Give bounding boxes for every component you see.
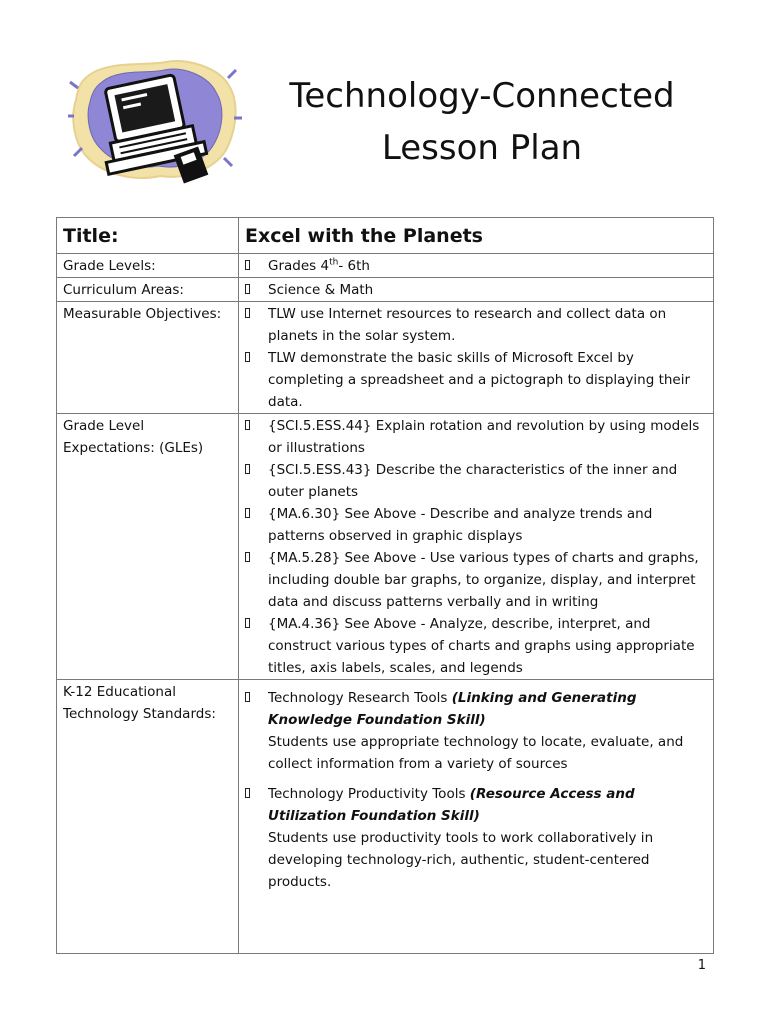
gle-text: {SCI.5.ESS.43} Describe the characteristics of the inner and outer planets (268, 462, 678, 500)
table-row-objectives (57, 302, 714, 414)
grade-sup: th (329, 257, 339, 268)
bullet-icon (245, 308, 250, 318)
objective-text: TLW use Internet resources to research and collect data on planets in the solar system. (268, 306, 667, 344)
list-item (245, 687, 707, 775)
bullet-icon (245, 788, 250, 798)
bullet-icon (245, 260, 250, 270)
bullet-icon (245, 618, 250, 628)
title-value: Excel with the Planets (239, 218, 714, 254)
standard-description: Students use productivity tools to work collaboratively in developing technology-rich, authentic, student-centered products. (268, 830, 654, 890)
standard-skill: (Linking and Generating Knowledge Foundation Skill) (268, 690, 637, 728)
curriculum-value: Science & Math (268, 282, 374, 298)
list-item (245, 303, 707, 347)
table-row-gles (57, 414, 714, 680)
objectives-cell (239, 302, 714, 414)
curriculum-cell (239, 278, 714, 302)
title-label: Title: (57, 218, 239, 254)
objective-text: TLW demonstrate the basic skills of Microsoft Excel by completing a spreadsheet and a pictograph to displaying their data. (268, 350, 691, 410)
bullet-icon (245, 352, 250, 362)
standards-cell (239, 680, 714, 954)
computer-clipart (68, 58, 242, 186)
bullet-icon (245, 508, 250, 518)
list-item (245, 279, 707, 301)
standard-description: Students use appropriate technology to locate, evaluate, and collect information from a variety of sources (268, 734, 684, 772)
table-row-grade-levels (57, 254, 714, 278)
list-item (245, 783, 707, 893)
grade-prefix: Grades 4 (268, 258, 330, 274)
list-item (245, 415, 707, 459)
page-number: 1 (697, 958, 706, 973)
list-item (245, 547, 707, 613)
bullet-icon (245, 284, 250, 294)
lesson-plan-table (56, 217, 714, 954)
bullet-icon (245, 692, 250, 702)
grade-levels-label: Grade Levels: (57, 254, 239, 278)
title-line-2: Lesson Plan (381, 128, 583, 168)
table-row-title (57, 218, 714, 254)
list-item (245, 459, 707, 503)
gle-text: {MA.6.30} See Above - Describe and analyze trends and patterns observed in graphic displays (268, 506, 653, 544)
objectives-label: Measurable Objectives: (57, 302, 239, 414)
list-item (245, 347, 707, 413)
gle-text: {SCI.5.ESS.44} Explain rotation and revolution by using models or illustrations (268, 418, 700, 456)
list-item (245, 255, 707, 277)
standard-name: Technology Research Tools (268, 690, 452, 706)
title-line-1: Technology-Connected (289, 76, 675, 116)
standards-label: K-12 Educational Technology Standards: (57, 680, 239, 954)
document-title (272, 70, 692, 174)
list-item (245, 503, 707, 547)
table-row-standards (57, 680, 714, 954)
gle-text: {MA.5.28} See Above - Use various types of charts and graphs, including double bar graphs, to organize, display, and interpret data and discuss patterns verbally and in writing (268, 550, 699, 610)
list-item (245, 613, 707, 679)
grade-suffix: - 6th (338, 258, 370, 274)
standard-name: Technology Productivity Tools (268, 786, 470, 802)
grade-levels-cell (239, 254, 714, 278)
bullet-icon (245, 552, 250, 562)
curriculum-label: Curriculum Areas: (57, 278, 239, 302)
gle-text: {MA.4.36} See Above - Analyze, describe, interpret, and construct various types of charts and graphs using appropriate titles, axis labels, scales, and legends (268, 616, 695, 676)
bullet-icon (245, 420, 250, 430)
standard-skill: (Resource Access and Utilization Foundation Skill) (268, 786, 635, 824)
bullet-icon (245, 464, 250, 474)
table-row-curriculum (57, 278, 714, 302)
gle-label: Grade Level Expectations: (GLEs) (57, 414, 239, 680)
gle-cell (239, 414, 714, 680)
